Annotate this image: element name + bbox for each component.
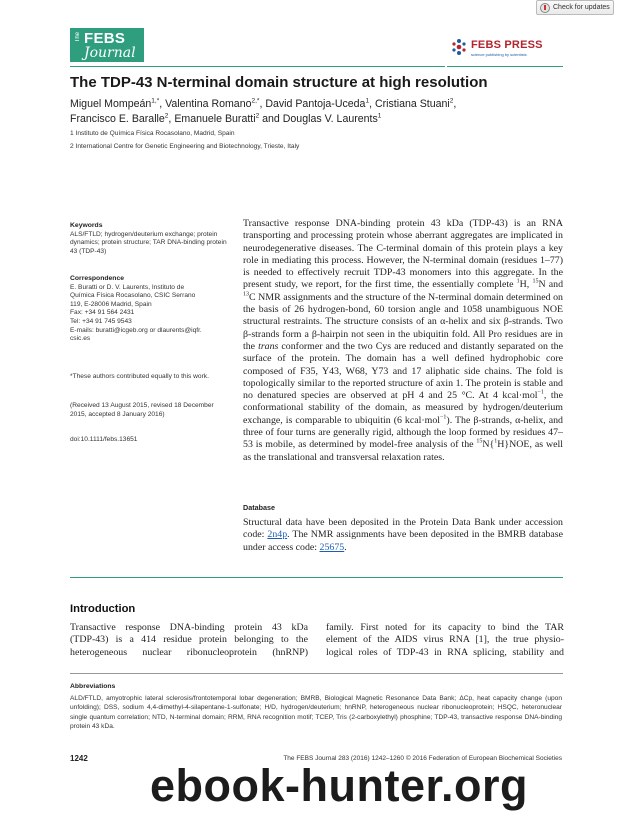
database-heading: Database — [243, 503, 275, 512]
introduction-right-column: family. First noted for its capacity to bind the TAR element of the AIDS virus RNA [1], the true physio- logical roles of TDP-43 in RNA splicing, stability and — [326, 622, 564, 658]
header-rule-left — [70, 66, 445, 67]
febs-press-name: FEBS PRESS — [471, 39, 543, 51]
author-affiliation-mark: 2,* — [251, 97, 260, 105]
author-name: Cristiana Stuani — [374, 98, 450, 110]
author-name: Douglas V. Laurents — [282, 113, 378, 125]
febs-press-dots-icon — [450, 38, 468, 56]
equal-contribution-note: *These authors contributed equally to this work. — [70, 373, 209, 380]
author-name: Valentina Romano — [165, 98, 252, 110]
keywords-heading: Keywords — [70, 222, 103, 229]
author-affiliation-mark: 2 — [164, 112, 169, 120]
logo-the: The — [75, 32, 81, 43]
received-dates: (Received 13 August 2015, revised 18 December 2015, accepted 8 January 2016) — [70, 402, 214, 418]
bmrb-code-link[interactable]: 25675 — [319, 541, 345, 553]
crossmark-icon — [540, 3, 550, 13]
doi[interactable]: doi:10.1111/febs.13651 — [70, 436, 138, 443]
correspondence-heading: Correspondence — [70, 275, 125, 282]
article-title: The TDP-43 N-terminal domain structure at high resolution — [70, 74, 488, 91]
correspondence-line: Fax: +34 91 564 2431 — [70, 309, 135, 317]
author-affiliation-mark: 2 — [449, 97, 454, 105]
correspondence-block — [70, 275, 230, 344]
author-name: Francisco E. Baralle — [70, 113, 165, 125]
author-affiliation-mark: 1 — [377, 112, 382, 120]
febs-press-tagline: science publishing by scientists — [471, 52, 527, 57]
logo-journal: Journal — [84, 45, 136, 61]
correspondence-line: csic.es — [70, 335, 91, 343]
correspondence-line: Tel: +34 91 745 9543 — [70, 317, 132, 325]
correspondence-line: E. Buratti or D. V. Laurents, Instituto de — [70, 283, 185, 291]
database-text: Structural data have been deposited in the Protein Data Bank under accession code: 2n4p. The NMR assignments have been deposited in the BMRB database under access code: 25675. — [243, 517, 563, 553]
author-name: Miguel Mompeán — [70, 98, 152, 110]
abbreviations-text: ALD/FTLD, amyotrophic lateral sclerosis/frontotemporal lobar degeneration; BMRB, Biological Magnetic Resonance Data Bank; ΔCp, heat capacity change (upon unfolding); DSS, sodium 4,4-dimethyl-4-silapentane-1-sulfonate; H/D, hydrogen/deuterium; hnRNP, heterogeneous nuclear ribonucleoprotein; HSQC, heteronuclear single quantum correlation; NTD, N-terminal domain; RRM, RNA recognition motif; TCEP, Tris (2-carboxylethyl) phosphine; TDP-43, transactive response DNA-binding protein 43 kDa. — [70, 695, 562, 731]
introduction-heading: Introduction — [70, 603, 136, 615]
correspondence-line: E-mails: buratti@icgeb.org or dlaurents@iqfr. — [70, 326, 202, 334]
journal-citation: The FEBS Journal 283 (2016) 1242–1260 © 2016 Federation of European Biochemical Societies — [283, 755, 562, 762]
header-rule-right — [447, 66, 563, 67]
author-affiliation-mark: 1,* — [151, 97, 160, 105]
correspondence-line: 119, E-28006 Madrid, Spain — [70, 300, 152, 308]
author-name: David Pantoja-Uceda — [265, 98, 366, 110]
abbreviations-heading: Abbreviations — [70, 683, 116, 690]
febs-press-logo — [450, 36, 565, 62]
logo-febs: FEBS — [84, 30, 126, 47]
pdb-code-link[interactable]: 2n4p — [267, 529, 288, 541]
watermark: ebook-hunter.org — [150, 760, 528, 811]
author-affiliation-mark: 1 — [365, 97, 370, 105]
page-number: 1242 — [70, 754, 88, 763]
affiliation-2: 2 International Centre for Genetic Engineering and Biotechnology, Trieste, Italy — [70, 143, 300, 150]
febs-journal-logo — [70, 28, 144, 62]
check-for-updates-label: Check for updates — [553, 4, 610, 11]
author-affiliation-mark: 2 — [255, 112, 260, 120]
abbreviations-rule — [70, 673, 563, 674]
correspondence-line: Química Física Rocasolano, CSIC Serrano — [70, 292, 196, 300]
author-name: Emanuele Buratti — [174, 113, 256, 125]
check-for-updates-button[interactable] — [536, 0, 614, 15]
abstract: Transactive response DNA-binding protein 43 kDa (TDP-43) is an RNA transporting and processing protein whose aberrant aggregates are implicated in neurodegenerative diseases. The C-terminal domain of this protein plays a key role in mediating this process. However, the N-terminal domain (residues 1–77) is needed to effectively recruit TDP-43 monomers into this aggregate. In the present study, we report, for the first time, the essentially complete $^1$H, $^{15}$N and $^{13}$C NMR assignments and the structure of the N-terminal domain determined on the basis of 26 hydrogen-bond, 60 torsion angle and 1058 unambiguous NOE structural restraints. The structure consists of an α-helix and six β-strands. Two β-strands form a β-hairpin not seen in the ubiquitin fold. All Pro residues are in the trans conformer and the two Cys are reduced and distantly separated on the surface of the protein. The domain has a well defined hydrophobic core composed of F35, Y43, W68, Y73 and 17 aliphatic side chains. The fold is topologically similar to the reported structure of axin 1. The protein is stable and no denatured species are observed at pH 4 and 25 °C. At 4 kcal·mol$^{-1}$, the conformational stability of the domain, as measured by hydrogen/deuterium exchange, is comparable to ubiquitin (6 kcal·mol$^{-1}$). The β-strands, α-helix, and three of four turns are generally rigid, although the loop formed by residues 47–53 is mobile, as determined by model-free analysis of the $^{15}$N{$^1$H}NOE, as well as the translational and transversal relaxation rates. — [243, 218, 564, 463]
keywords-block — [70, 222, 230, 256]
section-rule — [70, 577, 563, 578]
keywords-text: ALS/FTLD; hydrogen/deuterium exchange; protein dynamics; protein structure; TAR DNA-binding protein 43 (TDP-43) — [70, 230, 227, 255]
author-list: Miguel Mompeán$^{1,*}$, Valentina Romano$^{2,*}$, David Pantoja-Uceda$^1$, Cristiana Stuani$^2$, Francisco E. Baralle$^2$, Emanuele Buratti$^2$ and Douglas V. Laurents$^1$ — [70, 97, 457, 125]
introduction-left-column: Transactive response DNA-binding protein 43 kDa (TDP-43) is a 414 residue protein belonging to the heterogeneous nuclear ribonucleoprotein (hnRNP) — [70, 622, 308, 658]
affiliation-1: 1 Instituto de Química Física Rocasolano, Madrid, Spain — [70, 130, 235, 137]
